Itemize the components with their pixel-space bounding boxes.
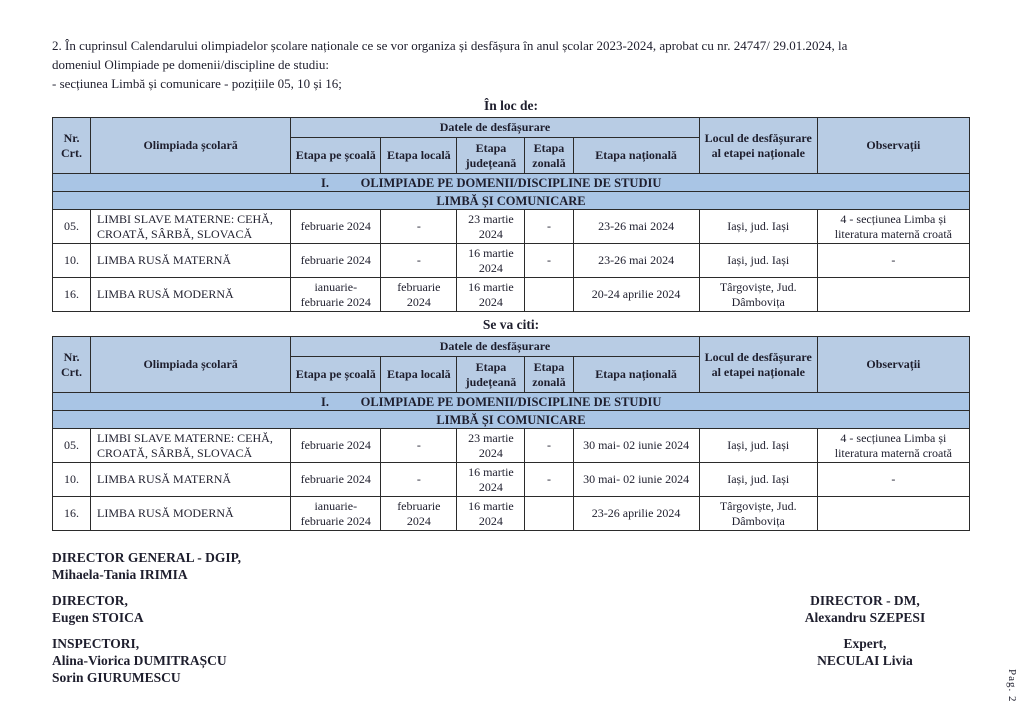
t2-col-header-etapa-zonala: Etapa zonală [525, 357, 573, 393]
cell-olimpiada: LIMBA RUSĂ MODERNĂ [91, 278, 291, 312]
cell-etapa-locala: februarie 2024 [381, 497, 457, 531]
table-row [53, 244, 970, 278]
cell-observatii: - [817, 463, 969, 497]
t2-col-header-observatii: Observații [817, 337, 969, 393]
cell-locul: Târgoviște, Jud. Dâmbovița [699, 278, 817, 312]
cell-etapa-scoala: ianuarie-februarie 2024 [291, 278, 381, 312]
t1-col-header-etapa-scoala: Etapa pe școală [291, 138, 381, 174]
cell-olimpiada: LIMBA RUSĂ MODERNĂ [91, 497, 291, 531]
signature-title: INSPECTORI, [52, 636, 140, 651]
signature-name: NECULAI Livia [817, 653, 913, 668]
cell-etapa-locala: februarie 2024 [381, 278, 457, 312]
cell-etapa-judeteana: 16 martie 2024 [457, 497, 525, 531]
t1-col-header-datele: Datele de desfășurare [291, 118, 699, 138]
signature-name: Alexandru SZEPESI [804, 610, 926, 625]
cell-etapa-nationala: 23-26 mai 2024 [573, 244, 699, 278]
t2-subsection-row [53, 411, 970, 429]
cell-observatii [817, 278, 969, 312]
cell-etapa-judeteana: 16 martie 2024 [457, 244, 525, 278]
t2-col-header-datele: Datele de desfășurare [291, 337, 699, 357]
t1-col-header-olimpiada: Olimpiada școlară [91, 118, 291, 174]
t1-col-header-locul: Locul de desfășurare al etapei naționale [699, 118, 817, 174]
cell-nr: 16. [53, 497, 91, 531]
signatures [52, 549, 970, 686]
t1-section-title: OLIMPIADE PE DOMENII/DISCIPLINE DE STUDIU [360, 175, 662, 190]
cell-olimpiada: LIMBI SLAVE MATERNE: CEHĂ, CROATĂ, SÂRBĂ, SLOVACĂ [91, 429, 291, 463]
cell-etapa-judeteana: 23 martie 2024 [457, 429, 525, 463]
signature-block-3 [52, 635, 970, 686]
cell-etapa-locala: - [381, 463, 457, 497]
cell-etapa-scoala: februarie 2024 [291, 463, 381, 497]
cell-locul: Iași, jud. Iași [699, 463, 817, 497]
table-row [53, 210, 970, 244]
table1-title: În loc de: [484, 98, 538, 113]
table-row [53, 463, 970, 497]
signature-left-1 [52, 549, 241, 583]
t1-col-header-etapa-locala: Etapa locală [381, 138, 457, 174]
cell-etapa-nationala: 30 mai- 02 iunie 2024 [573, 463, 699, 497]
cell-locul: Iași, jud. Iași [699, 210, 817, 244]
table-row [53, 278, 970, 312]
signature-title: DIRECTOR, [52, 593, 128, 608]
intro-line-1: 2. În cuprinsul Calendarului olimpiadelor școlare naționale ce se vor organiza și desfășura în anul școlar 2023-2024, aprobat cu nr. 24747/ 29.01.2024, la [52, 38, 848, 53]
cell-nr: 10. [53, 463, 91, 497]
cell-etapa-nationala: 30 mai- 02 iunie 2024 [573, 429, 699, 463]
t1-subsection-cell: LIMBĂ ȘI COMUNICARE [53, 192, 970, 210]
signature-name: Sorin GIURUMESCU [52, 670, 181, 685]
cell-etapa-nationala: 23-26 mai 2024 [573, 210, 699, 244]
cell-locul: Iași, jud. Iași [699, 244, 817, 278]
signature-block-1 [52, 549, 970, 583]
signature-left-2 [52, 592, 144, 626]
signature-left-3 [52, 635, 227, 686]
t1-col-header-etapa-judeteana: Etapa județeană [457, 138, 525, 174]
t1-col-header-etapa-zonala: Etapa zonală [525, 138, 573, 174]
cell-etapa-locala: - [381, 429, 457, 463]
intro-paragraph [52, 36, 970, 93]
cell-observatii [817, 497, 969, 531]
signature-right-1 [760, 549, 970, 583]
t2-section-title: OLIMPIADE PE DOMENII/DISCIPLINE DE STUDIU [360, 394, 662, 409]
page-number: Pag. 2 [1006, 668, 1018, 702]
cell-etapa-zonala: - [525, 210, 573, 244]
cell-nr: 05. [53, 429, 91, 463]
t1-section-cell [53, 174, 970, 192]
cell-etapa-judeteana: 16 martie 2024 [457, 278, 525, 312]
cell-olimpiada: LIMBA RUSĂ MATERNĂ [91, 244, 291, 278]
t2-subsection-cell: LIMBĂ ȘI COMUNICARE [53, 411, 970, 429]
t2-col-header-etapa-locala: Etapa locală [381, 357, 457, 393]
table2-title: Se va citi: [482, 317, 540, 332]
cell-olimpiada: LIMBI SLAVE MATERNE: CEHĂ, CROATĂ, SÂRBĂ, SLOVACĂ [91, 210, 291, 244]
signature-right-3 [760, 635, 970, 686]
signature-block-2 [52, 592, 970, 626]
t1-section-row [53, 174, 970, 192]
cell-observatii: - [817, 244, 969, 278]
t2-col-header-nr: Nr. Crt. [53, 337, 91, 393]
t2-col-header-etapa-nationala: Etapa națională [573, 357, 699, 393]
intro-line-3: - secțiunea Limbă și comunicare - pozițiile 05, 10 și 16; [52, 76, 342, 91]
t2-section-cell [53, 393, 970, 411]
cell-etapa-scoala: ianuarie-februarie 2024 [291, 497, 381, 531]
t2-col-header-etapa-scoala: Etapa pe școală [291, 357, 381, 393]
cell-nr: 05. [53, 210, 91, 244]
cell-nr: 10. [53, 244, 91, 278]
signature-title: DIRECTOR - DM, [810, 593, 920, 608]
cell-nr: 16. [53, 278, 91, 312]
t1-subsection-row [53, 192, 970, 210]
signature-name: Eugen STOICA [52, 610, 144, 625]
cell-etapa-scoala: februarie 2024 [291, 429, 381, 463]
cell-etapa-scoala: februarie 2024 [291, 210, 381, 244]
t2-col-header-locul: Locul de desfășurare al etapei naționale [699, 337, 817, 393]
table-se-va-citi [52, 336, 970, 531]
t1-col-header-etapa-nationala: Etapa națională [573, 138, 699, 174]
table-row [53, 429, 970, 463]
t1-section-numeral: I. [321, 175, 329, 190]
signature-title: Expert, [843, 636, 887, 651]
cell-etapa-scoala: februarie 2024 [291, 244, 381, 278]
signature-name: Mihaela-Tania IRIMIA [52, 567, 188, 582]
cell-etapa-judeteana: 23 martie 2024 [457, 210, 525, 244]
cell-etapa-judeteana: 16 martie 2024 [457, 463, 525, 497]
table-in-loc-de [52, 117, 970, 312]
signature-title: DIRECTOR GENERAL - DGIP, [52, 550, 242, 565]
signature-name: Alina-Viorica DUMITRAȘCU [52, 653, 227, 668]
cell-etapa-zonala: - [525, 463, 573, 497]
cell-etapa-zonala [525, 497, 573, 531]
cell-etapa-zonala: - [525, 244, 573, 278]
cell-observatii: 4 - secțiunea Limba și literatura maternă croată [817, 429, 969, 463]
t1-col-header-nr: Nr. Crt. [53, 118, 91, 174]
cell-observatii: 4 - secțiunea Limba și literatura maternă croată [817, 210, 969, 244]
cell-locul: Iași, jud. Iași [699, 429, 817, 463]
t2-col-header-olimpiada: Olimpiada școlară [91, 337, 291, 393]
t2-section-row [53, 393, 970, 411]
cell-etapa-locala: - [381, 244, 457, 278]
t2-section-numeral: I. [321, 394, 329, 409]
cell-locul: Târgoviște, Jud. Dâmbovița [699, 497, 817, 531]
cell-olimpiada: LIMBA RUSĂ MATERNĂ [91, 463, 291, 497]
cell-etapa-zonala: - [525, 429, 573, 463]
cell-etapa-zonala [525, 278, 573, 312]
t1-col-header-observatii: Observații [817, 118, 969, 174]
t2-col-header-etapa-judeteana: Etapa județeană [457, 357, 525, 393]
cell-etapa-locala: - [381, 210, 457, 244]
signature-right-2 [760, 592, 970, 626]
table-row [53, 497, 970, 531]
cell-etapa-nationala: 20-24 aprilie 2024 [573, 278, 699, 312]
cell-etapa-nationala: 23-26 aprilie 2024 [573, 497, 699, 531]
intro-line-2: domeniul Olimpiade pe domenii/discipline de studiu: [52, 57, 329, 72]
